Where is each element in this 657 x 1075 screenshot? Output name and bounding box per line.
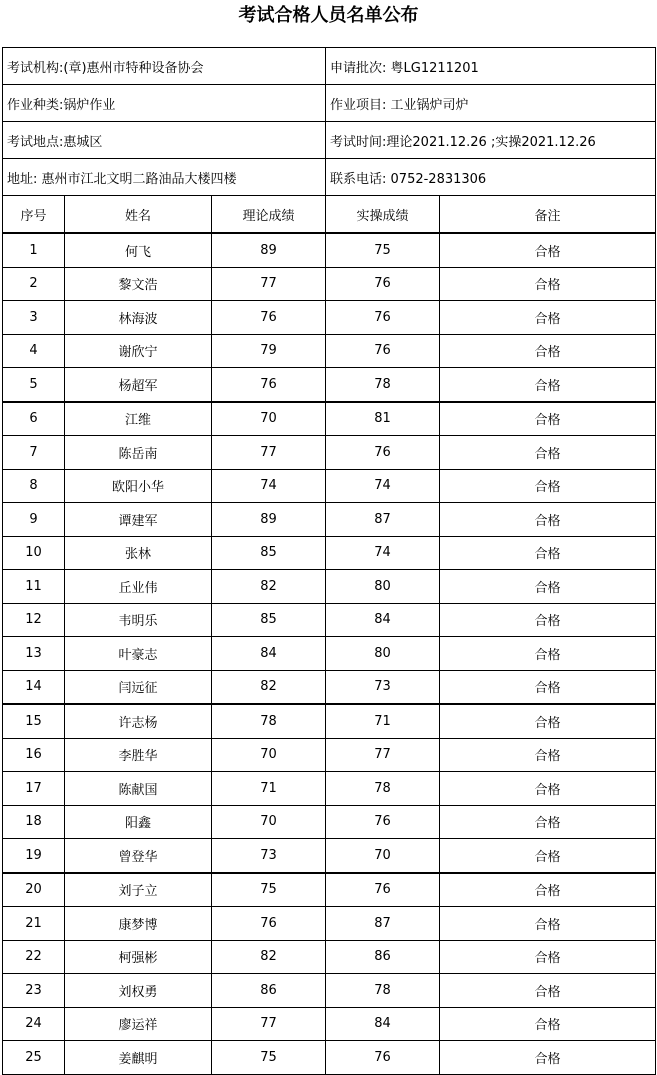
info-row [3, 159, 656, 196]
cell-theory-score: 74 [212, 469, 326, 503]
cell-remark: 合格 [440, 805, 656, 839]
cell-practice-score: 78 [326, 974, 440, 1008]
table-row [3, 334, 656, 368]
cell-remark: 合格 [440, 469, 656, 503]
cell-name: 叶豪志 [65, 637, 212, 671]
cell-name: 欧阳小华 [65, 469, 212, 503]
cell-name: 谭建军 [65, 503, 212, 537]
cell-remark: 合格 [440, 368, 656, 402]
cell-remark: 合格 [440, 738, 656, 772]
cell-practice-score: 73 [326, 670, 440, 704]
cell-name: 李胜华 [65, 738, 212, 772]
cell-name: 曾登华 [65, 839, 212, 873]
table-row [3, 1007, 656, 1041]
cell-practice-score: 76 [326, 334, 440, 368]
cell-name: 谢欣宁 [65, 334, 212, 368]
cell-index: 5 [3, 368, 65, 402]
cell-name: 黎文浩 [65, 267, 212, 301]
cell-practice-score: 74 [326, 469, 440, 503]
cell-name: 陈岳南 [65, 436, 212, 470]
cell-theory-score: 75 [212, 873, 326, 907]
page-title: 考试合格人员名单公布 [238, 5, 419, 26]
cell-practice-score: 76 [326, 436, 440, 470]
cell-name: 何飞 [65, 233, 212, 267]
cell-remark: 合格 [440, 402, 656, 436]
table-row [3, 805, 656, 839]
cell-theory-score: 82 [212, 670, 326, 704]
cell-remark: 合格 [440, 940, 656, 974]
table-row [3, 267, 656, 301]
exam-time: 考试时间:理论2021.12.26 ;实操2021.12.26 [326, 122, 656, 159]
cell-remark: 合格 [440, 974, 656, 1008]
col-header-theory: 理论成绩 [212, 196, 326, 234]
cell-remark: 合格 [440, 839, 656, 873]
table-row [3, 570, 656, 604]
cell-practice-score: 87 [326, 907, 440, 941]
cell-practice-score: 75 [326, 233, 440, 267]
table-row [3, 907, 656, 941]
cell-theory-score: 70 [212, 402, 326, 436]
cell-practice-score: 78 [326, 368, 440, 402]
cell-index: 24 [3, 1007, 65, 1041]
table-row [3, 772, 656, 806]
cell-name: 陈献国 [65, 772, 212, 806]
cell-theory-score: 89 [212, 503, 326, 537]
cell-practice-score: 77 [326, 738, 440, 772]
table-row [3, 536, 656, 570]
exam-org: 考试机构:(章)惠州市特种设备协会 [3, 48, 326, 85]
cell-name: 韦明乐 [65, 603, 212, 637]
cell-theory-score: 78 [212, 704, 326, 738]
cell-practice-score: 80 [326, 637, 440, 671]
table-row [3, 839, 656, 873]
cell-index: 10 [3, 536, 65, 570]
cell-remark: 合格 [440, 301, 656, 335]
table-row [3, 402, 656, 436]
cell-theory-score: 71 [212, 772, 326, 806]
cell-remark: 合格 [440, 704, 656, 738]
cell-theory-score: 76 [212, 368, 326, 402]
cell-name: 许志杨 [65, 704, 212, 738]
cell-theory-score: 77 [212, 436, 326, 470]
cell-name: 张林 [65, 536, 212, 570]
cell-remark: 合格 [440, 873, 656, 907]
cell-practice-score: 76 [326, 301, 440, 335]
cell-theory-score: 75 [212, 1041, 326, 1075]
table-row [3, 436, 656, 470]
cell-name: 丘业伟 [65, 570, 212, 604]
table-row [3, 301, 656, 335]
cell-remark: 合格 [440, 1041, 656, 1075]
info-row [3, 48, 656, 85]
cell-index: 20 [3, 873, 65, 907]
cell-practice-score: 74 [326, 536, 440, 570]
cell-index: 12 [3, 603, 65, 637]
cell-practice-score: 76 [326, 267, 440, 301]
cell-remark: 合格 [440, 907, 656, 941]
table-row [3, 974, 656, 1008]
work-item: 作业项目: 工业锅炉司炉 [326, 85, 656, 122]
info-row [3, 122, 656, 159]
cell-remark: 合格 [440, 603, 656, 637]
table-header [3, 196, 656, 234]
cell-remark: 合格 [440, 503, 656, 537]
cell-theory-score: 77 [212, 267, 326, 301]
table-row [3, 469, 656, 503]
cell-theory-score: 84 [212, 637, 326, 671]
cell-theory-score: 73 [212, 839, 326, 873]
cell-remark: 合格 [440, 637, 656, 671]
cell-remark: 合格 [440, 772, 656, 806]
table-row [3, 368, 656, 402]
cell-index: 11 [3, 570, 65, 604]
cell-practice-score: 70 [326, 839, 440, 873]
cell-name: 康梦博 [65, 907, 212, 941]
col-header-remark: 备注 [440, 196, 656, 234]
cell-name: 林海波 [65, 301, 212, 335]
table-row [3, 1041, 656, 1075]
cell-theory-score: 89 [212, 233, 326, 267]
result-table [2, 47, 656, 1075]
table-row [3, 233, 656, 267]
approval-batch: 申请批次: 粤LG1211201 [326, 48, 656, 85]
cell-index: 13 [3, 637, 65, 671]
cell-theory-score: 85 [212, 536, 326, 570]
cell-index: 6 [3, 402, 65, 436]
cell-name: 杨超军 [65, 368, 212, 402]
table-row [3, 873, 656, 907]
cell-name: 闫远征 [65, 670, 212, 704]
col-header-practice: 实操成绩 [326, 196, 440, 234]
cell-index: 3 [3, 301, 65, 335]
cell-practice-score: 84 [326, 603, 440, 637]
cell-remark: 合格 [440, 570, 656, 604]
table-row [3, 503, 656, 537]
cell-index: 23 [3, 974, 65, 1008]
cell-practice-score: 76 [326, 805, 440, 839]
cell-practice-score: 76 [326, 873, 440, 907]
cell-name: 江维 [65, 402, 212, 436]
cell-practice-score: 80 [326, 570, 440, 604]
cell-theory-score: 76 [212, 301, 326, 335]
cell-practice-score: 81 [326, 402, 440, 436]
cell-theory-score: 76 [212, 907, 326, 941]
col-header-index: 序号 [3, 196, 65, 234]
cell-index: 4 [3, 334, 65, 368]
cell-theory-score: 77 [212, 1007, 326, 1041]
cell-index: 9 [3, 503, 65, 537]
cell-theory-score: 82 [212, 570, 326, 604]
cell-practice-score: 84 [326, 1007, 440, 1041]
cell-index: 2 [3, 267, 65, 301]
table-row [3, 940, 656, 974]
cell-remark: 合格 [440, 1007, 656, 1041]
cell-remark: 合格 [440, 334, 656, 368]
cell-index: 25 [3, 1041, 65, 1075]
cell-index: 21 [3, 907, 65, 941]
cell-practice-score: 86 [326, 940, 440, 974]
col-header-name: 姓名 [65, 196, 212, 234]
cell-remark: 合格 [440, 670, 656, 704]
cell-index: 1 [3, 233, 65, 267]
address: 地址: 惠州市江北文明二路油品大楼四楼 [3, 159, 326, 196]
cell-name: 刘权勇 [65, 974, 212, 1008]
cell-theory-score: 70 [212, 738, 326, 772]
cell-practice-score: 76 [326, 1041, 440, 1075]
cell-name: 阳鑫 [65, 805, 212, 839]
work-category: 作业种类:锅炉作业 [3, 85, 326, 122]
cell-name: 姜麒明 [65, 1041, 212, 1075]
table-row [3, 603, 656, 637]
cell-index: 8 [3, 469, 65, 503]
cell-remark: 合格 [440, 267, 656, 301]
table-row [3, 738, 656, 772]
cell-remark: 合格 [440, 436, 656, 470]
cell-index: 22 [3, 940, 65, 974]
info-row [3, 85, 656, 122]
table-row [3, 704, 656, 738]
cell-index: 14 [3, 670, 65, 704]
table-row [3, 670, 656, 704]
cell-name: 廖运祥 [65, 1007, 212, 1041]
cell-theory-score: 82 [212, 940, 326, 974]
cell-index: 16 [3, 738, 65, 772]
cell-theory-score: 86 [212, 974, 326, 1008]
cell-practice-score: 78 [326, 772, 440, 806]
exam-location: 考试地点:惠城区 [3, 122, 326, 159]
cell-theory-score: 79 [212, 334, 326, 368]
contact-phone: 联系电话: 0752-2831306 [326, 159, 656, 196]
cell-name: 刘子立 [65, 873, 212, 907]
cell-theory-score: 70 [212, 805, 326, 839]
cell-remark: 合格 [440, 233, 656, 267]
cell-theory-score: 85 [212, 603, 326, 637]
cell-name: 柯强彬 [65, 940, 212, 974]
cell-index: 15 [3, 704, 65, 738]
cell-practice-score: 71 [326, 704, 440, 738]
cell-remark: 合格 [440, 536, 656, 570]
cell-index: 17 [3, 772, 65, 806]
cell-index: 18 [3, 805, 65, 839]
cell-index: 19 [3, 839, 65, 873]
table-row [3, 637, 656, 671]
cell-practice-score: 87 [326, 503, 440, 537]
cell-index: 7 [3, 436, 65, 470]
